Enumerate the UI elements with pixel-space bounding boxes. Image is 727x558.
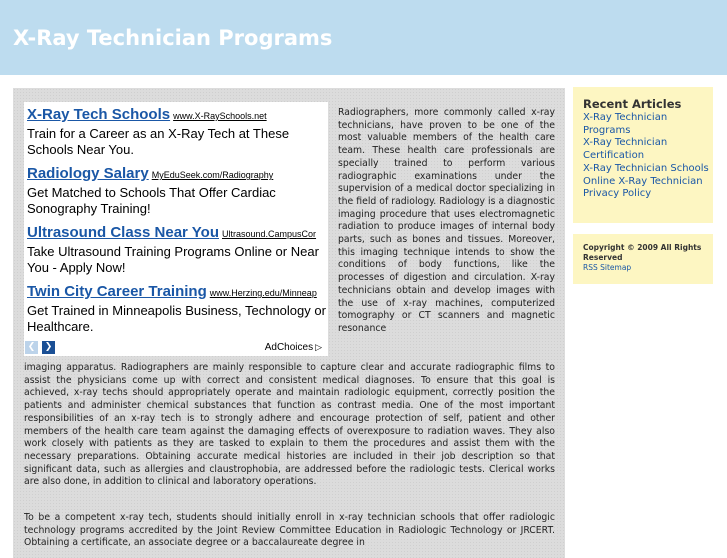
recent-article-link[interactable]: Online X-Ray Technician <box>583 175 703 187</box>
ad-description: Get Matched to Schools That Offer Cardiac Sonography Training! <box>27 185 276 216</box>
ad-title-link[interactable]: Ultrasound Class Near You <box>27 224 219 241</box>
ad-title-link[interactable]: Radiology Salary <box>27 165 149 182</box>
ad-item[interactable] <box>27 283 327 335</box>
ad-description: Get Trained in Minneapolis Business, Technology or Healthcare. <box>27 303 326 334</box>
ad-item[interactable] <box>27 165 327 217</box>
recent-article-link[interactable]: X-Ray Technician Certification <box>583 137 668 162</box>
copyright-box <box>573 234 713 284</box>
ad-url-link[interactable]: Ultrasound.CampusCor <box>222 229 317 239</box>
ad-url-link[interactable]: www.X-RaySchools.net <box>173 111 267 121</box>
recent-article-link[interactable]: X-Ray Technician Schools <box>583 162 709 174</box>
recent-articles-box <box>573 87 713 223</box>
ad-prev-arrow-icon[interactable]: ❮ <box>25 341 38 354</box>
site-title[interactable]: X-Ray Technician Programs <box>13 26 333 50</box>
ad-description: Take Ultrasound Training Programs Online or Near You - Apply Now! <box>27 244 319 275</box>
ad-title-link[interactable]: X-Ray Tech Schools <box>27 106 171 123</box>
ad-url-link[interactable]: MyEduSeek.com/Radiography <box>151 170 274 180</box>
ad-description: Train for a Career as an X-Ray Tech at These Schools Near You. <box>27 126 290 157</box>
ad-block <box>24 102 328 356</box>
rss-sitemap-link[interactable]: RSS Sitemap <box>583 263 632 272</box>
adchoices-label: AdChoices <box>264 342 314 353</box>
recent-articles-heading: Recent Articles <box>583 97 682 111</box>
adchoices-link[interactable] <box>265 342 322 353</box>
ad-item[interactable] <box>27 106 327 158</box>
ad-next-arrow-icon[interactable]: ❯ <box>42 341 55 354</box>
recent-articles-list <box>583 112 711 201</box>
recent-article-link[interactable]: X-Ray Technician Programs <box>583 112 668 136</box>
ad-url-link[interactable]: www.Herzing.edu/Minneap <box>209 288 317 298</box>
adchoices-icon: ▷ <box>315 342 322 352</box>
article-text-side: Radiographers, more commonly called x-ray technicians, have proven to be one of the most valuable members of the health care team. These health care professionals are specially trained to perform various radiographic examinations under the supervision of a medical doctor specializing in the field of radiology. Radiology is a diagnostic imaging procedure that uses electromagnetic radiation to produce images of internal body parts, such as bones and tissues. Moreover, this imaging technique intends to show the conditions of body functions, like the processes of digestion and circulation. X-ray technicians obtain and develop images with the use of x-ray machines, computerized tomography or CT scanners and magnetic resonance <box>338 107 555 334</box>
copyright-text: Copyright © 2009 All Rights Reserved <box>583 243 702 262</box>
article-paragraph-2: To be a competent x-ray tech, students should initially enroll in x-ray technician schools that offer radiologic technology programs accredited by the Joint Review Committee Education in Radiologic Technology or JRCERT. Obtaining a certificate, an associate degree or a baccalaureate degree in <box>24 512 555 549</box>
article-text-continued: imaging apparatus. Radiographers are mainly responsible to capture clear and accurate radiographic films to assist the physicians come up with correct and consistent medical diagnoses. To ensure that this goal is achieved, x-ray techs should appropriately operate and maintain radiologic equipment, correctly position the patients and administer chemical substances that function as contrast media. One of the most important responsibilities of an x-ray tech is to strongly adhere and encourage protection of self, patient and other members of the health care team against the damaging effects of overexposure to radiation waves. They also work closely with patients as they are tasked to explain to them the procedures and assist them with the necessary preparations. Obtaining accurate medical histories are included in their job description so that significant data, such as allergies and claustrophobia, are addressed before the radiologic tests. Clerical works are also done, in addition to clinical and laboratory operations. <box>24 362 555 488</box>
site-header <box>0 0 727 75</box>
privacy-policy-link[interactable]: Privacy Policy <box>583 188 652 200</box>
ad-title-link[interactable]: Twin City Career Training <box>27 283 207 300</box>
ad-item[interactable] <box>27 224 327 276</box>
